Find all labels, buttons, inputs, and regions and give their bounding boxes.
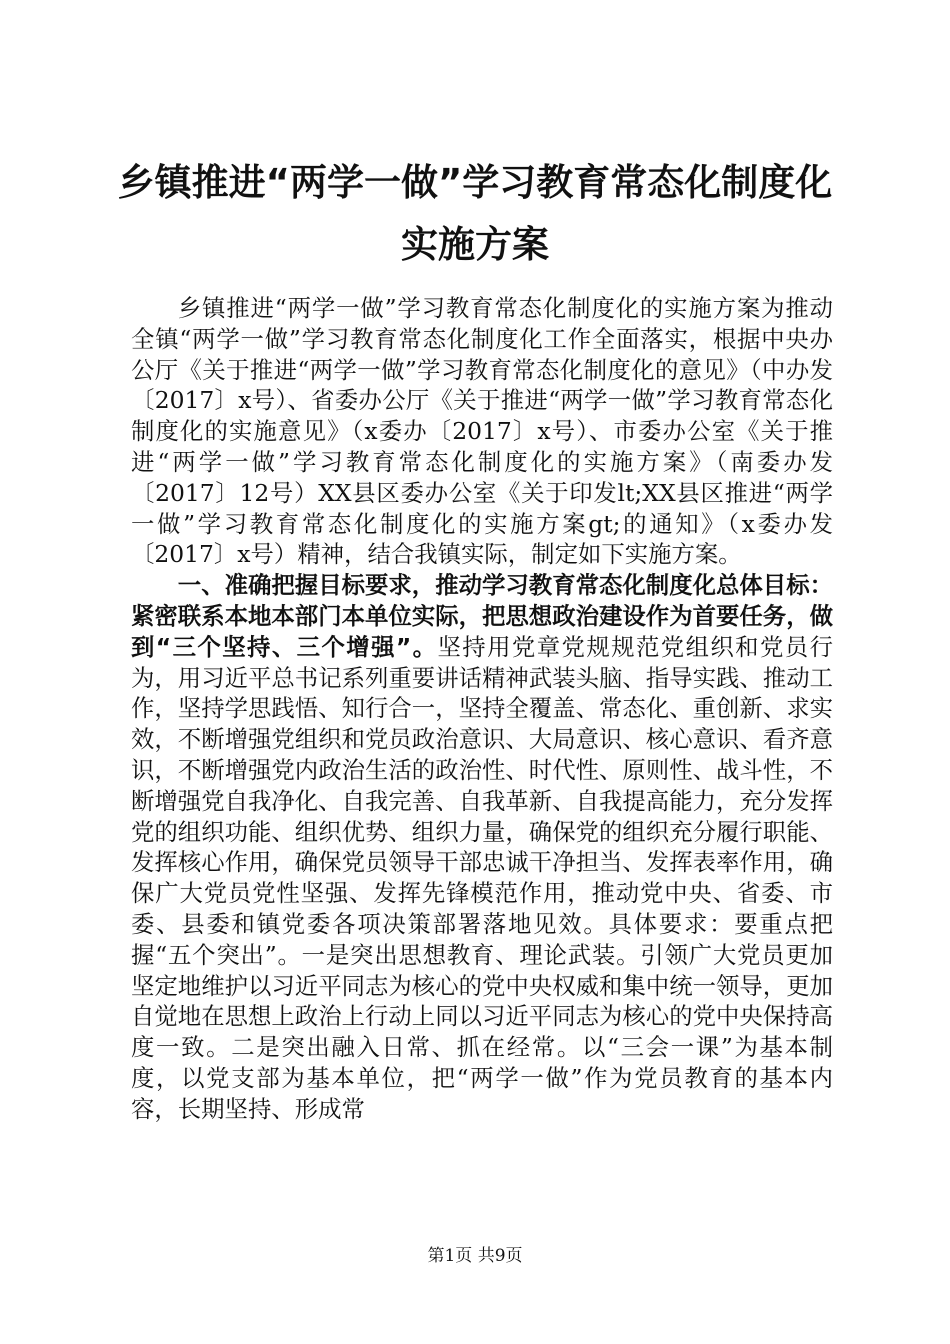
section-1-heading: 一、准确把握目标要求，推动学习教育常态化制度化总体目标：紧密联系本地本部门本单位实际，把思想政治建设作为首要任务，做到“三个坚持、三个增强”。 [131, 571, 833, 661]
section-1-body: 坚持用党章党规规范党组织和党员行为，用习近平总书记系列重要讲话精神武装头脑、指导实践、推动工作，坚持学思践悟、知行合一，坚持全覆盖、常态化、重创新、求实效，不断增强党组织和党员政治意识、大局意识、核心意识、看齐意识，不断增强党内政治生活的政治性、时代性、原则性、战斗性，不断增强党自我净化、自我完善、自我革新、自我提高能力，充分发挥党的组织功能、组织优势、组织力量，确保党的组织充分履行职能、发挥核心作用，确保党员领导干部忠诚干净担当、发挥表率作用，确保广大党员党性坚强、发挥先锋模范作用，推动党中央、省委、市委、县委和镇党委各项决策部署落地见效。具体要求：要重点把握“五个突出”。一是突出思想教育、理论武装。引领广大党员更加坚定地维护以习近平同志为核心的党中央权威和集中统一领导，更加自觉地在思想上政治上行动上同以习近平同志为核心的党中央保持高度一致。二是突出融入日常、抓在经常。以“三会一课”为基本制度，以党支部为基本单位，把“两学一做”作为党员教育的基本内容，长期坚持、形成常 [131, 632, 834, 1123]
section-1-paragraph [131, 570, 833, 1124]
document-title: 乡镇推进“两学一做”学习教育常态化制度化实施方案 [117, 161, 833, 266]
intro-paragraph: 乡镇推进“两学一做”学习教育常态化制度化的实施方案为推动全镇“两学一做”学习教育常态化制度化工作全面落实，根据中央办公厅《关于推进“两学一做”学习教育常态化制度化的意见》（中办发〔2017〕x号）、省委办公厅《关于推进“两学一做”学习教育常态化制度化的实施意见》（x委办〔2017〕x号）、市委办公室《关于推进“两学一做”学习教育常态化制度化的实施方案》（南委办发〔2017〕12号）XX县区委办公室《关于印发lt;XX县区推进“两学一做”学习教育常态化制度化的实施方案gt;的通知》（x委办发〔2017〕x号）精神，结合我镇实际，制定如下实施方案。 [131, 294, 833, 569]
page-indicator: 第1页 共9页 [427, 1246, 523, 1266]
document-body [131, 293, 833, 1125]
